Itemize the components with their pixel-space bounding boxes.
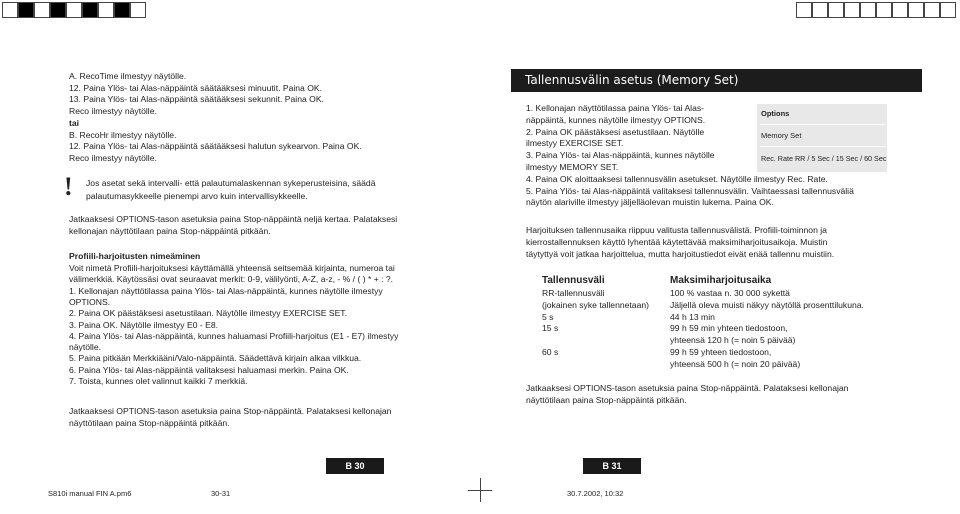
return-line-1: Jatkaaksesi OPTIONS-tason asetuksia paina Stop-näppäintä neljä kertaa. Palataksesi — [69, 214, 398, 224]
profile-line: OPTIONS. — [69, 296, 111, 307]
options-memory-set: Memory Set — [761, 131, 802, 140]
table-cell-interval: 5 s — [542, 311, 554, 322]
table-cell-interval: (jokainen syke tallennetaan) — [542, 299, 650, 310]
table-header-interval: Tallennusväli — [542, 275, 605, 286]
table-cell-max-time: 44 h 13 min — [670, 311, 715, 322]
left-end-line-1: Jatkaaksesi OPTIONS-tason asetuksia paina Stop-näppäintä. Palataksesi kellonajan — [69, 406, 392, 416]
registration-square — [82, 2, 98, 18]
intro-line-2: kierrostallennuksen käyttö lyhentää käytettävää maksimiharjoitusaikoja. Muistin — [526, 237, 828, 247]
return-line-2: kellonajan näyttötilaan paina Stop-näppäintä pitkään. — [69, 226, 271, 236]
registration-square — [114, 2, 130, 18]
left-line: B. RecoHr ilmestyy näytölle. — [69, 129, 177, 140]
profile-line: 7. Toista, kunnes olet valinnut kaikki 7 merkkiä. — [69, 376, 248, 386]
options-rec-rate: Rec. Rate RR / 5 Sec / 15 Sec / 60 Sec — [761, 154, 887, 163]
table-cell-max-time: 100 % vastaa n. 30 000 sykettä — [670, 288, 790, 298]
memory-step: näytön alariville ilmestyy jäljelläolevan muistin lukema. Paina OK. — [526, 197, 774, 208]
footer-file: S810i manual FIN A.pm6 — [48, 489, 132, 498]
memory-step: 4. Paina OK aloittaaksesi tallennusvälin asetukset. Näytölle ilmestyy Rec. Rate. — [526, 173, 828, 184]
memory-step: näppäintä, kunnes näytölle ilmestyy OPTIONS. — [526, 114, 706, 125]
table-cell-interval: 60 s — [542, 347, 559, 357]
registration-square — [796, 2, 812, 18]
registration-square — [812, 2, 828, 18]
note-line-2: palautumasykkeelle pienempi arvo kuin intervallisykkeelle. — [86, 191, 308, 201]
profile-line: 6. Paina Ylös- tai Alas-näppäintä valitaksesi haluamasi merkin. Paina OK. — [69, 364, 349, 375]
left-line: tai — [69, 117, 80, 128]
table-cell-max-time: 99 h 59 min yhteen tiedostoon, — [670, 323, 788, 334]
profile-line: välimerkkiä. Käytössäsi ovat seuraavat merkit: 0-9, välilyönti, A-Z, a-z, - % / ( ) * + : ?. — [69, 274, 394, 285]
footer-date: 30.7.2002, 10:32 — [567, 489, 624, 498]
page-number-right: B 31 — [583, 458, 641, 474]
registration-square — [18, 2, 34, 18]
table-cell-interval: 15 s — [542, 323, 559, 334]
registration-square — [860, 2, 876, 18]
registration-square — [876, 2, 892, 18]
registration-square — [844, 2, 860, 18]
options-divider — [760, 146, 885, 147]
profile-line: 5. Paina pitkään Merkkiääni/Valo-näppäintä. Säädettävä kirjain alkaa vilkkua. — [69, 353, 362, 364]
intro-line-1: Harjoituksen tallennusaika riippuu valitusta tallennusvälistä. Profiili-toiminnon ja — [526, 225, 827, 235]
registration-square — [66, 2, 82, 18]
registration-square — [34, 2, 50, 18]
profile-line: 3. Paina OK. Näytölle ilmestyy E0 - E8. — [69, 319, 219, 330]
table-cell-max-time: Jäljellä oleva muisti näkyy näytöllä prosenttilukuna. — [670, 299, 864, 310]
table-cell-max-time: yhteensä 500 h (= noin 20 päivää) — [670, 358, 801, 369]
left-line: 13. Paina Ylös- tai Alas-näppäintä säätääksesi sekunnit. Paina OK. — [69, 94, 324, 105]
intro-line-3: täytyttyä voit jatkaa harjoittelua, mutta harjoitustiedot eivät enää tallennu muistiin. — [526, 249, 835, 259]
table-cell-max-time: 99 h 59 yhteen tiedostoon, — [670, 347, 772, 357]
registration-square — [50, 2, 66, 18]
profile-line: Voit nimetä Profiili-harjoituksesi käyttämällä yhteensä seitsemää kirjainta, numeroa tai — [69, 263, 395, 273]
registration-square — [940, 2, 956, 18]
right-end-line-2: näyttötilaan paina Stop-näppäintä pitkään. — [526, 395, 687, 405]
memory-step: 2. Paina OK päästäksesi asetustilaan. Näytölle — [526, 126, 705, 137]
options-title: Options — [761, 109, 790, 118]
memory-step: 3. Paina Ylös- tai Alas-näppäintä, kunnes näytölle — [526, 150, 715, 161]
left-line: 12. Paina Ylös- tai Alas-näppäintä säätääksesi minuutit. Paina OK. — [69, 82, 323, 93]
right-end-line-1: Jatkaaksesi OPTIONS-tason asetuksia paina Stop-näppäintä. Palataksesi kellonajan — [526, 383, 849, 393]
registration-square — [924, 2, 940, 18]
memory-step: 1. Kellonajan näyttötilassa paina Ylös- tai Alas- — [526, 103, 705, 113]
left-line: Reco ilmestyy näytölle. — [69, 106, 157, 117]
memory-step: ilmestyy MEMORY SET. — [526, 162, 619, 172]
memory-step: 5. Paina Ylös- tai Alas-näppäintä valitaksesi tallennusvälin. Vaihtaessasi tallennusväliä — [526, 185, 854, 196]
profile-heading: Profiili-harjoitusten nimeäminen — [69, 251, 201, 261]
footer-pages: 30-31 — [211, 489, 231, 498]
registration-square — [98, 2, 114, 18]
section-title: Tallennusvälin asetus (Memory Set) — [511, 69, 922, 92]
warning-icon: ! — [64, 172, 73, 201]
table-cell-max-time: yhteensä 120 h (= noin 5 päivää) — [670, 335, 796, 346]
left-end-line-2: näyttötilaan paina Stop-näppäintä pitkään. — [69, 418, 230, 428]
note-line-1: Jos asetat sekä intervalli- että palautumalaskennan sykeperusteisina, säädä — [86, 178, 376, 188]
registration-square — [908, 2, 924, 18]
table-header-max-time: Maksimiharjoitusaika — [670, 275, 772, 286]
table-cell-interval: RR-tallennusväli — [542, 288, 605, 298]
registration-square — [828, 2, 844, 18]
profile-line: 1. Kellonajan näyttötilassa paina Ylös- tai Alas-näppäintä, kunnes näytölle ilmestyy — [69, 285, 383, 296]
profile-line: 2. Paina OK päästäksesi asetustilaan. Näytölle ilmestyy EXERCISE SET. — [69, 308, 347, 319]
profile-line: 4. Paina Ylös- tai Alas-näppäintä, kunnes haluamasi Profiili-harjoitus (E1 - E7) ilmestyy — [69, 330, 399, 341]
left-line: Reco ilmestyy näytölle. — [69, 152, 157, 163]
registration-square — [892, 2, 908, 18]
options-divider — [760, 124, 885, 125]
registration-square — [2, 2, 18, 18]
memory-step: ilmestyy EXERCISE SET. — [526, 138, 624, 149]
crop-mark — [468, 490, 492, 491]
registration-square — [130, 2, 146, 18]
profile-line: näytölle. — [69, 342, 102, 353]
left-line: A. RecoTime ilmestyy näytölle. — [69, 71, 187, 81]
page-number-left: B 30 — [326, 458, 384, 474]
left-line: 12. Paina Ylös- tai Alas-näppäintä säätääksesi halutun sykearvon. Paina OK. — [69, 141, 362, 152]
